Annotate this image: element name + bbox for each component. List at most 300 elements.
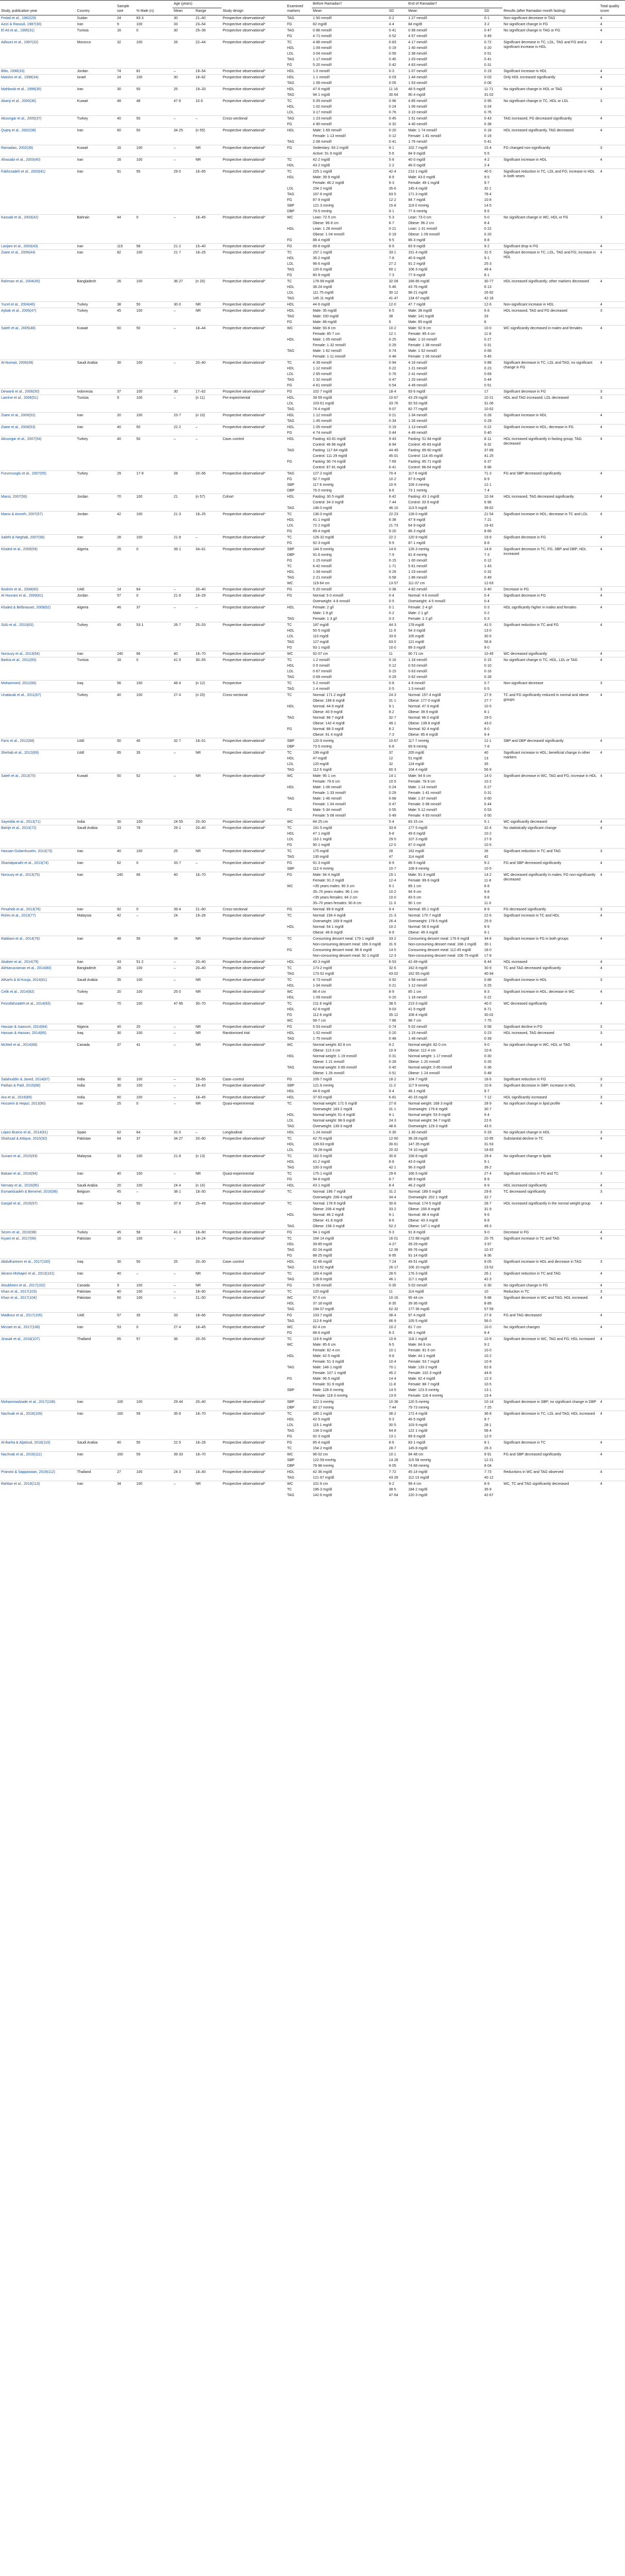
before-mean: 1·04 mmol/l [313, 984, 332, 988]
table-row [0, 1289, 625, 1295]
study-age-range: – [195, 436, 222, 471]
study-sex: 100 [136, 535, 173, 547]
before-mean: 44·6 mg/dl [312, 302, 388, 308]
end-sd: 10·49 [483, 651, 503, 657]
before-sd: 6·5 [388, 308, 408, 314]
before-sd: 30·8 [388, 1154, 408, 1160]
end-sd: 26·3 [484, 1447, 492, 1450]
before-sd: 0·35 [388, 1283, 408, 1289]
study-name: Dewanti et al., 2006(50) [0, 389, 76, 395]
study-age-range: NR [195, 936, 222, 959]
study-name: Akrami Mohajeri et al., 2013(101) [0, 1271, 76, 1283]
end-sd: 0·43 [483, 116, 503, 122]
study-age-range: NR [195, 773, 222, 819]
end-mean: Normal: 4·6 mmol/l [407, 593, 483, 599]
before-sd: 37 [388, 750, 408, 756]
marker-name: HDL [287, 984, 295, 988]
study-age-mean: 21·8 [173, 535, 195, 547]
before-sd: 12·1 [388, 332, 396, 336]
end-sd: 0·41 [484, 140, 492, 144]
marker-name: TC [286, 1171, 312, 1177]
study-results: Significant increase in HDL [502, 157, 599, 169]
table-row [0, 98, 625, 105]
marker-name: TC [286, 250, 312, 256]
end-mean: Obese: 177·0 mg/dl [408, 699, 440, 703]
before-sd: 11·8 [388, 1383, 396, 1386]
end-mean: 117·1 mg/dl [408, 1278, 427, 1281]
study-country: Iran [76, 959, 116, 965]
before-sd: 0·28 [388, 1060, 396, 1064]
table-row [0, 1325, 625, 1331]
end-mean: 213·1 mg/dl [407, 169, 483, 175]
marker-name: FG [287, 948, 292, 952]
end-mean: 117·7 mmHg [407, 738, 483, 744]
study-design: Prospective observational* [222, 1325, 286, 1336]
before-sd: 0·29 [388, 344, 396, 347]
before-mean: 84·25 cm [312, 819, 388, 825]
marker-name: TC [286, 657, 312, 664]
study-design: Prospective observational* [222, 1289, 286, 1295]
study-design: Prospective observational* [222, 977, 286, 989]
study-design: Prospective observational* [222, 250, 286, 279]
study-name: Celik et al., 2014(82) [0, 989, 76, 1001]
table-body [0, 15, 625, 1499]
before-sd: 6·42 [388, 494, 408, 500]
before-sd: 30·61 [388, 1143, 398, 1146]
marker-name [286, 1359, 312, 1365]
end-mean: 0·53 mmol/l [408, 664, 427, 668]
marker-name: HDL [287, 46, 295, 50]
study-quality-score: 4 [599, 535, 625, 547]
study-age-mean: 30·0 [173, 302, 195, 308]
study-name: Kiyani et al., 2017(99) [0, 1236, 76, 1259]
table-row [0, 244, 625, 250]
study-quality-score: 4 [599, 872, 625, 907]
study-age-mean: 31·0 [173, 1130, 195, 1136]
before-sd: 0·25 [388, 338, 396, 342]
before-sd: 0·47 [388, 378, 396, 382]
study-sex: 64 [136, 587, 173, 593]
before-sd: 0·29 [388, 570, 396, 574]
end-sd: 0·19 [484, 134, 492, 138]
before-mean: 142·6 mg/dl [313, 1494, 332, 1497]
study-quality-score: 4 [599, 1001, 625, 1024]
end-sd: 10·5 [484, 705, 492, 708]
marker-name: WC [287, 1343, 293, 1347]
before-mean: 4·39 mmol/l [312, 360, 388, 366]
study-sex: 100 [136, 157, 173, 169]
study-age-range: 18–28 [195, 1440, 222, 1452]
before-sd: 45·01 [388, 454, 398, 458]
end-mean: 54·3 mg/dl [408, 629, 426, 633]
before-sd: 47 [388, 855, 393, 859]
before-sd: 9 [388, 320, 391, 324]
before-mean: Female: 85·7 cm [313, 332, 340, 336]
study-results: Significant decrease in TC [502, 1440, 599, 1452]
study-design: Prospective observational* [222, 1083, 286, 1095]
study-results: HDL increased significantly in the normal weight group [502, 1201, 599, 1230]
before-sd: 0·51 [388, 1072, 396, 1075]
study-sex: 100 [136, 395, 173, 413]
before-sd: 0·38 [388, 587, 408, 593]
study-results: WC decreased significantly in males; FG non-significantly decreased [502, 872, 599, 907]
study-results: WC significantly decreased in males and females [502, 326, 599, 360]
study-age-mean: 24·55 [173, 819, 195, 825]
before-mean: 103·61 mg/dl [313, 402, 334, 405]
marker-name: FG [287, 1435, 292, 1438]
study-country: India [76, 1083, 116, 1095]
before-mean: 76·0 mmHg [313, 489, 332, 493]
study-name: Ramadan, 2002(39) [0, 145, 76, 157]
marker-name [286, 343, 312, 348]
study-sex: 100 [136, 360, 173, 389]
end-sd: 10·14 [483, 1399, 503, 1405]
study-country: Turkey [76, 302, 116, 308]
end-mean: 162 mg/dl [407, 849, 483, 855]
study-age-range: (n 13) [195, 1154, 222, 1171]
study-sample-size: 62 [116, 1130, 136, 1136]
before-sd: 62·32 [388, 1308, 398, 1311]
end-mean: 84·9 mg/dl [408, 152, 426, 156]
marker-name: TAG [287, 687, 295, 691]
end-sd: 0·3 [484, 617, 489, 621]
study-quality-score: 4 [599, 1399, 625, 1411]
end-sd: 0·30 [484, 1055, 492, 1058]
marker-name: TAG [287, 297, 295, 300]
study-name: Maislos et al., 1998(34) [0, 75, 76, 87]
study-sample-size: 45 [116, 1189, 136, 1201]
before-mean: Obese: 46·8 mg/dl [313, 931, 343, 935]
end-sd: 13 [484, 757, 488, 760]
end-mean: Non-consuming dessert meal: 106·75 mg/dl [408, 954, 479, 958]
before-mean: 154·2 mg/dl [313, 1447, 332, 1450]
study-quality-score: 4 [599, 244, 625, 250]
end-sd: 10·21 [483, 395, 503, 401]
end-sd: 0·15 [483, 657, 503, 664]
end-mean: Obese: 200·8 mg/dl [408, 1208, 440, 1211]
study-age-range: (n 55) [195, 128, 222, 145]
before-mean: 1·4 mmol/l [313, 687, 330, 691]
end-sd: 0·29 [484, 419, 492, 423]
end-sd: 40·12 [484, 1476, 494, 1480]
study-design: Prospective observational* [222, 1336, 286, 1399]
end-mean: 91·8 mg/dl [407, 1230, 483, 1236]
before-sd: 45·2 [388, 1371, 396, 1375]
study-sex: 100 [136, 413, 173, 425]
before-mean: 196·3 mg/dl [313, 1488, 332, 1492]
end-mean: 171·3 mg/dl [408, 193, 428, 196]
study-results: HDL significantly increased [502, 1095, 599, 1101]
end-sd: 9·9 [484, 925, 489, 929]
study-age-range: 18–60 [195, 1289, 222, 1295]
table-row [0, 1295, 625, 1301]
end-sd: 0·40 [483, 587, 503, 593]
before-mean: 1·02 mmol/l [313, 105, 332, 109]
end-mean: Control: 114·45 mg/dl [408, 454, 443, 458]
study-quality-score: 4 [599, 1295, 625, 1313]
marker-name: TC [286, 1136, 312, 1142]
study-age-range: 20–55 [195, 1336, 222, 1399]
end-sd: 0·28 [484, 675, 492, 679]
before-mean: 92·07 cm [312, 651, 388, 657]
before-mean: 0·86 mmol/l [312, 28, 388, 34]
end-mean: Normal: 170·7 mg/dl [407, 913, 483, 919]
end-sd: 9·8 [484, 896, 489, 900]
end-mean: 39·29 mg/dl [408, 1243, 428, 1246]
table-row [0, 1399, 625, 1405]
study-sample-size: 30 [116, 1030, 136, 1042]
study-country: Nigeria [76, 1024, 116, 1030]
end-mean: 1·53 mmol/l [408, 81, 427, 85]
study-quality-score: 4 [599, 28, 625, 40]
end-sd: 22·6 [483, 913, 503, 919]
end-mean: 41·5 mg/dl [408, 1008, 426, 1011]
table-row [0, 1083, 625, 1089]
study-quality-score: 4 [599, 1440, 625, 1452]
end-mean: Female: 89·6 mg/dl [408, 879, 440, 883]
before-mean: 3·04 mmol/l [313, 52, 332, 56]
study-age-mean: – [173, 965, 195, 977]
study-sex: 0 [136, 657, 173, 681]
before-sd: 12·0 [388, 302, 408, 308]
study-results: Reductions in WC and TAG observed [502, 1469, 599, 1481]
study-age-mean: – [173, 1481, 195, 1499]
study-results: No significant change in HDL or TAG [502, 87, 599, 98]
study-name: Khan et al., 2017(104) [0, 1295, 76, 1313]
study-results: HDL increased significantly in fasting group; TAG decreased [502, 436, 599, 471]
end-mean: Male: 43·0 mg/dl [408, 176, 435, 179]
before-mean: 78·98 mmHg [313, 1464, 334, 1468]
study-name: Ibrahim et al., 2008(60) [0, 587, 76, 593]
study-results: HDL increased significantly; other markers decreased [502, 279, 599, 302]
study-age-range: NR [195, 1030, 222, 1042]
before-sd: 26·17 [388, 1266, 398, 1269]
end-sd: 35 [484, 762, 488, 766]
study-sample-size: 33 [116, 1154, 136, 1171]
marker-name: HDL [287, 367, 295, 370]
before-sd: 1·71 [388, 565, 396, 568]
end-sd: 0·47 [483, 28, 503, 34]
before-sd: 10·2 [388, 925, 396, 929]
marker-name: HDL [287, 705, 295, 708]
before-sd: 0·12 [388, 664, 396, 668]
study-age-mean: – [173, 157, 195, 169]
study-sex: 0 [136, 215, 173, 244]
end-sd: 18·83 [484, 1148, 494, 1152]
study-name: Shariatpanahi et al., 2013(74) [0, 860, 76, 872]
study-design: Quasi-experimental [222, 1171, 286, 1183]
marker-name: FG [286, 1313, 312, 1319]
study-sample-size: 14 [116, 587, 136, 593]
end-mean: 1·3 mmol/l [408, 687, 425, 691]
before-sd: 14·5 [388, 948, 396, 952]
study-sample-size: 34 [116, 1481, 136, 1499]
study-name: Mirzaei et al., 2017(106) [0, 1325, 76, 1336]
end-sd: 10·5 [484, 867, 492, 871]
study-sample-size: 40 [116, 692, 136, 738]
study-quality-score: 4 [599, 547, 625, 587]
study-design: Cross-sectional [222, 692, 286, 738]
end-sd: 0·23 [483, 1030, 503, 1037]
study-design: Prospective observational* [222, 1230, 286, 1236]
study-age-mean: 39·1 [173, 547, 195, 587]
before-mean: 5·20 mmol/l [312, 587, 388, 593]
study-name: Saleh et al., 2013(70) [0, 773, 76, 819]
before-sd: 0·58 [388, 576, 396, 580]
study-age-mean: 23·7 [173, 413, 195, 425]
end-sd: 8·8 [484, 1219, 489, 1223]
before-mean: 41·2 mg/dl [313, 1160, 330, 1164]
before-sd: 0·1 [388, 605, 408, 611]
study-age-range: 16–70 [195, 872, 222, 907]
before-mean: 92·7 mg/dl [313, 478, 330, 481]
study-quality-score: 4 [599, 1042, 625, 1077]
table-row [0, 1283, 625, 1289]
marker-name: TC [286, 936, 312, 942]
end-sd: 0·53 [484, 808, 492, 812]
end-sd: 0·22 [484, 996, 492, 999]
before-sd: 29·5 [388, 838, 396, 841]
study-design: Prospective observational* [222, 849, 286, 860]
marker-name: TAG [287, 1266, 295, 1269]
study-sample-size: 35 [116, 977, 136, 989]
before-sd: 10·9 [388, 1049, 396, 1053]
study-quality-score: 4 [599, 128, 625, 145]
study-quality-score: 4 [599, 1183, 625, 1189]
end-sd: 29·5 [484, 716, 492, 720]
before-sd: 30·5 [388, 1423, 396, 1427]
table-row [0, 145, 625, 151]
before-sd: 0·5 [388, 687, 394, 691]
end-sd: 0·12 [484, 559, 492, 563]
end-sd: 28·1 [484, 1423, 492, 1427]
table-row [0, 1077, 625, 1083]
before-sd: 22·2 [388, 535, 408, 541]
study-quality-score: 4 [599, 936, 625, 959]
before-sd: 30·8 [388, 1201, 408, 1207]
study-sample-size: 92 [116, 907, 136, 913]
end-sd: 14·5 [484, 204, 492, 208]
end-mean: Normal: 48·4 mg/dl [408, 1213, 439, 1217]
before-mean: 42·70 mg/dl [312, 1136, 388, 1142]
before-mean: 88·4 mg/dl [313, 239, 330, 242]
before-sd: 0·41 [388, 28, 408, 34]
before-mean: 1·32 mmol/l [313, 378, 332, 382]
study-sample-size: 100 [116, 1399, 136, 1411]
study-name: López-Bueno et al., 2014(91) [0, 1130, 76, 1136]
study-sex: 50 [136, 326, 173, 360]
study-age-range: 20–30 [195, 1259, 222, 1271]
before-mean: 38·24 mg/dl [313, 285, 332, 289]
table-row [0, 471, 625, 477]
before-sd: 38·2 [388, 1411, 408, 1417]
end-mean: 43·29 mg/dl [407, 395, 483, 401]
before-sd: 2·2 [388, 164, 394, 167]
end-sd: 21·54 [483, 512, 503, 518]
before-mean: 127·2 mg/dl [312, 471, 388, 477]
before-mean: 120 mg/dl [312, 1289, 388, 1295]
end-sd: 12·1 [483, 738, 503, 744]
study-sample-size: 40 [116, 1440, 136, 1452]
study-age-mean: 26·7 [173, 622, 195, 651]
study-results: FG and TAG decreased [502, 1313, 599, 1325]
study-sex: 0 [136, 907, 173, 913]
before-sd: 10·9 [388, 483, 396, 487]
end-mean: Male: 85 mg/dl [408, 320, 432, 324]
study-age-range: 18–45 [195, 1325, 222, 1336]
before-mean: Normal: 5·0 mmol/l [312, 593, 388, 599]
study-design: Prospective observational* [222, 587, 286, 593]
study-name: Rabbani et al., 2014(78) [0, 936, 76, 959]
end-mean: Female: 85·4 cm [408, 332, 435, 336]
end-sd: 31·5 [483, 250, 503, 256]
before-mean: 1·50 mmol/l [312, 15, 388, 22]
marker-name: TAG [287, 378, 295, 382]
study-age-mean: – [173, 395, 195, 413]
before-sd: 6·41 [388, 466, 396, 469]
before-sd: 0·76 [388, 111, 396, 114]
end-sd: 9·91 [483, 1452, 503, 1458]
end-mean: 1·51 mmol/l [407, 116, 483, 122]
end-mean: Female: 2·4 g/l [407, 605, 483, 611]
end-mean: 91·2 mg/dl [408, 262, 426, 266]
end-mean: Female: 1·2 g/l [408, 617, 432, 621]
before-mean: 1·12 mmol/l [312, 413, 388, 419]
marker-name [286, 901, 312, 907]
col-end-group: End of Ramadan† [407, 1, 502, 8]
marker-name [286, 779, 312, 785]
study-sex: 40 [136, 738, 173, 750]
end-mean: Male: 44·1 mg/dl [408, 1354, 435, 1358]
before-mean: 1·17 mmol/l [313, 58, 332, 61]
table-row [0, 1271, 625, 1277]
before-mean: <35 years females: 84·2 cm [313, 896, 358, 900]
study-country: India [76, 1077, 116, 1083]
end-mean: 1·07 mmol/l [407, 69, 483, 75]
before-mean: 82·24 mg/dl [313, 1248, 332, 1252]
study-age-range: 19–43 [195, 1083, 222, 1095]
study-age-range: 20–40 [195, 825, 222, 849]
before-mean: 74·4 mg/dl [313, 408, 330, 411]
end-sd: 6·8 [483, 308, 503, 314]
before-mean: 175 mg/dl [312, 849, 388, 855]
study-age-mean: 47·6 [173, 98, 195, 116]
end-mean: 102·7 mg/dl [407, 145, 483, 151]
end-mean: 82·77 mg/dl [408, 408, 428, 411]
table-row [0, 657, 625, 664]
before-sd: 52·2 [388, 1225, 396, 1228]
before-sd: 43·28 [388, 1476, 398, 1480]
study-age-range: 30–65 [195, 1077, 222, 1083]
before-mean: Consuming dessert meal: 179·1 mg/dl [312, 936, 388, 942]
marker-name [286, 611, 312, 616]
end-sd: 35·9 [484, 1488, 492, 1492]
study-country: Malaysia [76, 1154, 116, 1171]
before-mean: Female: 1·3 g/l [313, 617, 337, 621]
end-mean: 108·4 mg/dl [408, 1013, 428, 1017]
end-sd: 5·1 [483, 819, 503, 825]
before-sd: 8·6 [388, 489, 394, 493]
end-sd: 27·9 [483, 692, 503, 699]
before-sd: 10·16 [388, 1295, 408, 1301]
end-mean: 103·9 mg/dl [408, 1423, 428, 1427]
study-country: UAE [76, 587, 116, 593]
end-mean: 83·9 mg/dl [407, 244, 483, 250]
end-mean: 73·1 mmHg [408, 489, 427, 493]
end-sd: 0·24 [484, 105, 492, 109]
marker-name: TAG [287, 1225, 295, 1228]
study-name: Shehab et al., 2012(69) [0, 750, 76, 773]
